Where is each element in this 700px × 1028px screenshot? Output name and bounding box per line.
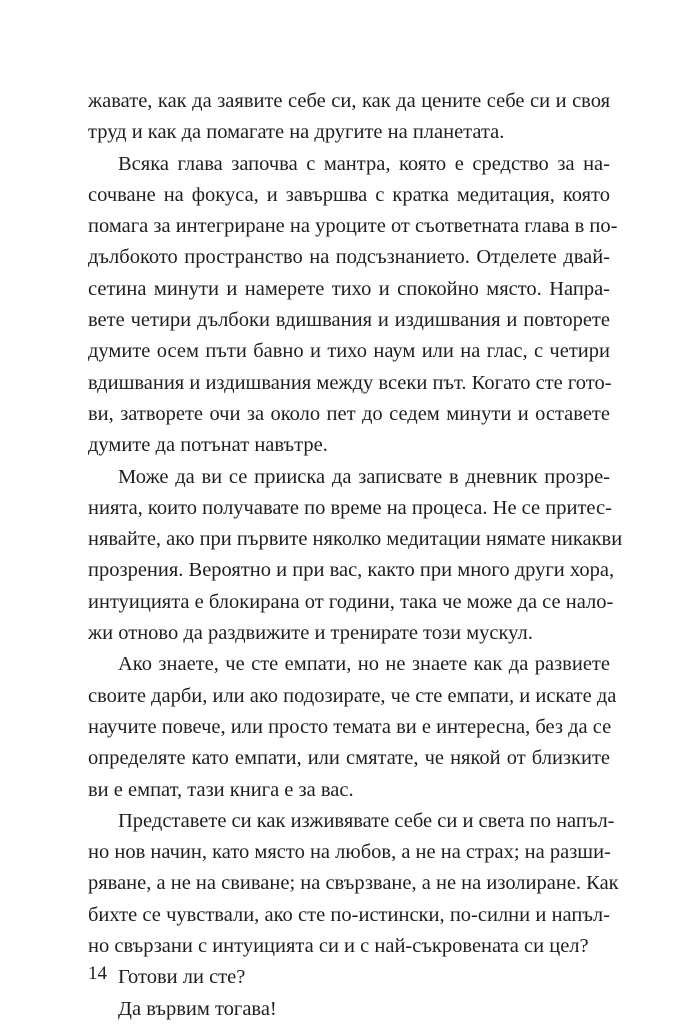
text-line: своите дарби, или ако подозирате, че сте емпати, и искате да <box>88 684 617 707</box>
text-line: жи отново да раздвижите и тренирате този мускул. <box>88 622 533 645</box>
page-number: 14 <box>88 963 107 984</box>
paragraph-first-line: Ако знаете, че сте емпати, но не знаете как да развиете <box>118 653 610 676</box>
text-line: но нов начин, като място на любов, а не на страх; на разши- <box>88 841 611 864</box>
text-line: сетина минути и намерете тихо и спокойно място. Напра- <box>88 277 610 300</box>
text-line: ряване, а не на свиване; на свързване, а не на изолиране. Как <box>88 872 619 895</box>
paragraph-first-line: Да вървим тогава! <box>118 997 277 1020</box>
text-line: думите осем пъти бавно и тихо наум или на глас, с четири <box>88 340 610 363</box>
text-line: интуицията е блокирана от години, така че може да се нало- <box>88 590 614 613</box>
paragraph-first-line: Готови ли сте? <box>118 966 246 989</box>
text-line: жавате, как да заявите себе си, как да цените себе си и своя <box>88 90 610 112</box>
text-line: сочване на фокуса, и завършва с кратка медитация, която <box>88 183 610 206</box>
paragraph-first-line: Представете си как изживявате себе си и света по напъл- <box>118 809 615 832</box>
text-line: нията, които получавате по време на процеса. Не се притес- <box>88 496 612 519</box>
text-line: прозрения. Вероятно и при вас, както при много други хора, <box>88 559 615 582</box>
text-line: научите повече, или просто темата ви е интересна, без да се <box>88 715 612 738</box>
paragraph-first-line: Може да ви се прииска да записвате в дневник прозре- <box>118 465 610 488</box>
text-line: ви е емпат, тази книга е за вас. <box>88 778 354 801</box>
text-line: труд и как да помагате на другите на планетата. <box>88 121 505 144</box>
paragraph-first-line: Всяка глава започва с мантра, която е средство за на- <box>118 152 610 175</box>
text-line: вете четири дълбоки вдишвания и издишвания и повторете <box>88 309 610 332</box>
text-line: ви, затворете очи за около пет до седем минути и оставете <box>88 402 610 425</box>
text-line: бихте се чувствали, ако сте по-истински, по-силни и напъл- <box>88 903 610 926</box>
text-line: дълбокото пространство на подсъзнанието. Отделете двай- <box>88 246 610 269</box>
text-line: помага за интегриране на уроците от съответната глава в по- <box>88 215 618 238</box>
text-line: определяте като емпати, или смятате, че някой от близките <box>88 747 610 770</box>
text-line: нявайте, ако при първите няколко медитации нямате никакви <box>88 528 623 551</box>
text-line: но свързани с интуицията си и с най-съкровената си цел? <box>88 935 589 958</box>
text-line: думите да потънат навътре. <box>88 434 328 457</box>
text-line: вдишвания и издишвания между всеки път. Когато сте гото- <box>88 371 612 394</box>
body-text <box>88 86 623 1025</box>
